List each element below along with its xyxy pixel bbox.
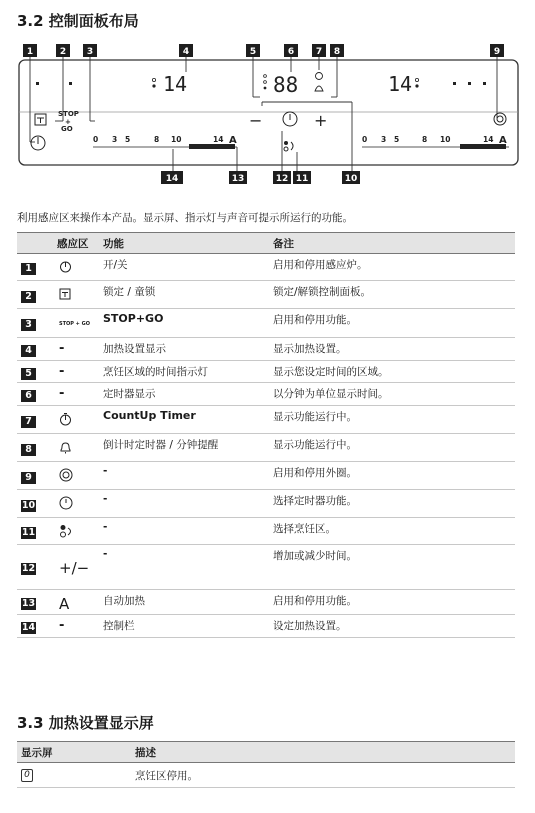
row-number: 1 bbox=[21, 263, 36, 275]
outer-ring-icon bbox=[53, 462, 99, 490]
callout-8-label: 8 bbox=[333, 47, 341, 57]
row-number: 6 bbox=[21, 390, 36, 402]
note-cell: 启用和停用感应炉。 bbox=[269, 254, 515, 281]
table-row bbox=[17, 406, 515, 434]
section-title-heat-display: 3.3 加热设置显示屏 bbox=[17, 714, 154, 732]
function-cell: - bbox=[99, 545, 269, 590]
function-cell: 定时器显示 bbox=[99, 383, 269, 406]
table-row bbox=[17, 434, 515, 462]
stop-go-icon: STOP + GO bbox=[53, 309, 99, 338]
scale-tick-label: 5 bbox=[125, 135, 131, 144]
power-icon bbox=[53, 254, 99, 281]
sensor-field-table bbox=[17, 232, 515, 638]
table-row bbox=[17, 383, 515, 406]
callout-2 bbox=[56, 44, 70, 57]
callout-3-label: 3 bbox=[86, 47, 94, 57]
bell-icon bbox=[315, 86, 323, 91]
table-header: 备注 bbox=[269, 233, 515, 254]
indicator-dot bbox=[69, 82, 72, 85]
callout-10-label: 10 bbox=[344, 174, 358, 184]
scale-tick-label: 0 bbox=[362, 135, 368, 144]
zone-select-icon bbox=[284, 141, 293, 151]
note-cell: 显示功能运行中。 bbox=[269, 434, 515, 462]
callout-9 bbox=[490, 44, 504, 57]
table-header: 显示屏 bbox=[17, 742, 131, 763]
note-cell: 显示加热设置。 bbox=[269, 338, 515, 361]
row-number: 5 bbox=[21, 368, 36, 380]
lock-icon bbox=[35, 114, 46, 125]
callout-5-label: 5 bbox=[249, 47, 257, 57]
timer-icon bbox=[53, 490, 99, 518]
heat-setting-display-left: 14 bbox=[163, 72, 188, 96]
timer-icon bbox=[283, 112, 297, 126]
callout-10 bbox=[342, 171, 360, 184]
note-cell: 设定加热设置。 bbox=[269, 615, 515, 638]
panel-outline bbox=[19, 60, 518, 165]
symbol-cell: - bbox=[53, 361, 99, 383]
row-number: 10 bbox=[21, 499, 36, 511]
scale-tick-label: 3 bbox=[112, 135, 118, 144]
callout-3 bbox=[83, 44, 97, 57]
callout-12-label: 12 bbox=[275, 174, 289, 184]
symbol-cell: - bbox=[53, 383, 99, 406]
plus-minus-icon: +/− bbox=[53, 545, 99, 590]
row-number: 14 bbox=[21, 622, 36, 633]
scale-tick-label: 0 bbox=[93, 135, 99, 144]
display-zero-icon: 0 bbox=[21, 769, 33, 782]
scale-tick-label: 14 bbox=[213, 135, 224, 144]
callout-11 bbox=[293, 171, 311, 184]
function-cell: 控制栏 bbox=[99, 615, 269, 638]
function-cell: 倒计时定时器 / 分钟提醒 bbox=[99, 434, 269, 462]
scale-tick-label: 8 bbox=[154, 135, 160, 144]
note-cell: 选择定时器功能。 bbox=[269, 490, 515, 518]
timer-controls bbox=[249, 102, 352, 151]
symbol-cell: - bbox=[53, 615, 99, 638]
table-row bbox=[17, 338, 515, 361]
bell-icon bbox=[53, 434, 99, 462]
outer-ring-icon bbox=[494, 113, 506, 125]
power-icon bbox=[31, 136, 45, 150]
note-cell: 启用和停用功能。 bbox=[269, 309, 515, 338]
table-row bbox=[17, 254, 515, 281]
callout-14 bbox=[161, 171, 183, 184]
control-panel-diagram bbox=[17, 40, 520, 190]
function-cell: CountUp Timer bbox=[99, 406, 269, 434]
zone-select-icon bbox=[53, 518, 99, 545]
table-row bbox=[17, 309, 515, 338]
row-number: 4 bbox=[21, 345, 36, 357]
callout-6 bbox=[284, 44, 298, 57]
row-number: 9 bbox=[21, 472, 36, 484]
heat-display-table bbox=[17, 741, 515, 788]
callout-6-label: 6 bbox=[287, 47, 295, 57]
row-number: 7 bbox=[21, 416, 36, 428]
stop-label: STOP bbox=[58, 110, 79, 118]
stopwatch-icon bbox=[53, 406, 99, 434]
scale-tick-label: 8 bbox=[422, 135, 428, 144]
function-cell: 开/关 bbox=[99, 254, 269, 281]
function-cell: 烹饪区域的时间指示灯 bbox=[99, 361, 269, 383]
callout-8 bbox=[330, 44, 344, 57]
row-number: 13 bbox=[21, 598, 36, 609]
callout-12 bbox=[273, 171, 291, 184]
indicator-dot bbox=[36, 82, 39, 85]
intro-paragraph: 利用感应区来操作本产品。显示屏、指示灯与声音可提示所运行的功能。 bbox=[17, 212, 353, 224]
lock-icon bbox=[53, 281, 99, 309]
function-cell: 加热设置显示 bbox=[99, 338, 269, 361]
callout-14-label: 14 bbox=[165, 174, 179, 184]
function-cell: STOP+GO bbox=[99, 309, 269, 338]
table-row bbox=[17, 615, 515, 638]
callout-13-label: 13 bbox=[231, 174, 245, 184]
plus-label: + bbox=[65, 118, 71, 126]
auto-heat-label: A bbox=[499, 135, 507, 146]
scale-tick-label: 5 bbox=[394, 135, 400, 144]
heat-setting-display-right: 14 bbox=[388, 72, 413, 96]
note-cell: 增加或减少时间。 bbox=[269, 545, 515, 590]
function-cell: - bbox=[99, 518, 269, 545]
minus-button-label: − bbox=[249, 111, 263, 130]
note-cell: 启用和停用功能。 bbox=[269, 590, 515, 615]
auto-heat-icon: A bbox=[53, 590, 99, 615]
row-number: 12 bbox=[21, 563, 36, 574]
table-header: 功能 bbox=[99, 233, 269, 254]
table-row bbox=[17, 490, 515, 518]
table-row bbox=[17, 281, 515, 309]
function-cell: - bbox=[99, 462, 269, 490]
scale-tick-label: 10 bbox=[440, 135, 451, 144]
note-cell: 选择烹饪区。 bbox=[269, 518, 515, 545]
go-label: GO bbox=[61, 125, 73, 133]
row-number: 8 bbox=[21, 444, 36, 456]
scale-tick-label: 10 bbox=[171, 135, 182, 144]
callout-1 bbox=[23, 44, 37, 57]
stopwatch-icon bbox=[316, 73, 323, 80]
plus-button-label: + bbox=[314, 111, 328, 130]
callout-7 bbox=[312, 44, 326, 57]
note-cell: 以分钟为单位显示时间。 bbox=[269, 383, 515, 406]
timer-display: 88 bbox=[273, 73, 299, 97]
description-cell: 烹饪区停用。 bbox=[131, 763, 515, 788]
callout-5 bbox=[246, 44, 260, 57]
table-row bbox=[17, 462, 515, 490]
row-number: 2 bbox=[21, 291, 36, 303]
note-cell: 显示功能运行中。 bbox=[269, 406, 515, 434]
callout-7-label: 7 bbox=[315, 47, 323, 57]
table-row bbox=[17, 545, 515, 590]
auto-heat-label: A bbox=[229, 135, 237, 146]
control-bar-left bbox=[93, 135, 237, 149]
table-row bbox=[17, 590, 515, 615]
table-header: 描述 bbox=[131, 742, 515, 763]
callout-11-label: 11 bbox=[295, 174, 309, 184]
note-cell: 锁定/解锁控制面板。 bbox=[269, 281, 515, 309]
row-number: 3 bbox=[21, 319, 36, 331]
callout-2-label: 2 bbox=[59, 47, 67, 57]
function-cell: 锁定 / 童锁 bbox=[99, 281, 269, 309]
symbol-cell: - bbox=[53, 338, 99, 361]
callout-4 bbox=[179, 44, 193, 57]
function-cell: - bbox=[99, 490, 269, 518]
callout-1-label: 1 bbox=[26, 47, 34, 57]
callout-4-label: 4 bbox=[182, 47, 190, 57]
table-header: 感应区 bbox=[53, 233, 99, 254]
table-row bbox=[17, 763, 515, 788]
section-title-control-panel: 3.2 控制面板布局 bbox=[17, 12, 139, 30]
row-number: 11 bbox=[21, 527, 36, 538]
note-cell: 启用和停用外圈。 bbox=[269, 462, 515, 490]
table-header bbox=[17, 233, 53, 254]
control-bar-right bbox=[362, 135, 509, 149]
table-row bbox=[17, 361, 515, 383]
table-row bbox=[17, 518, 515, 545]
scale-tick-label: 3 bbox=[381, 135, 387, 144]
note-cell: 显示您设定时间的区域。 bbox=[269, 361, 515, 383]
function-cell: 自动加热 bbox=[99, 590, 269, 615]
callout-9-label: 9 bbox=[493, 47, 501, 57]
callout-13 bbox=[229, 171, 247, 184]
scale-tick-label: 14 bbox=[483, 135, 494, 144]
